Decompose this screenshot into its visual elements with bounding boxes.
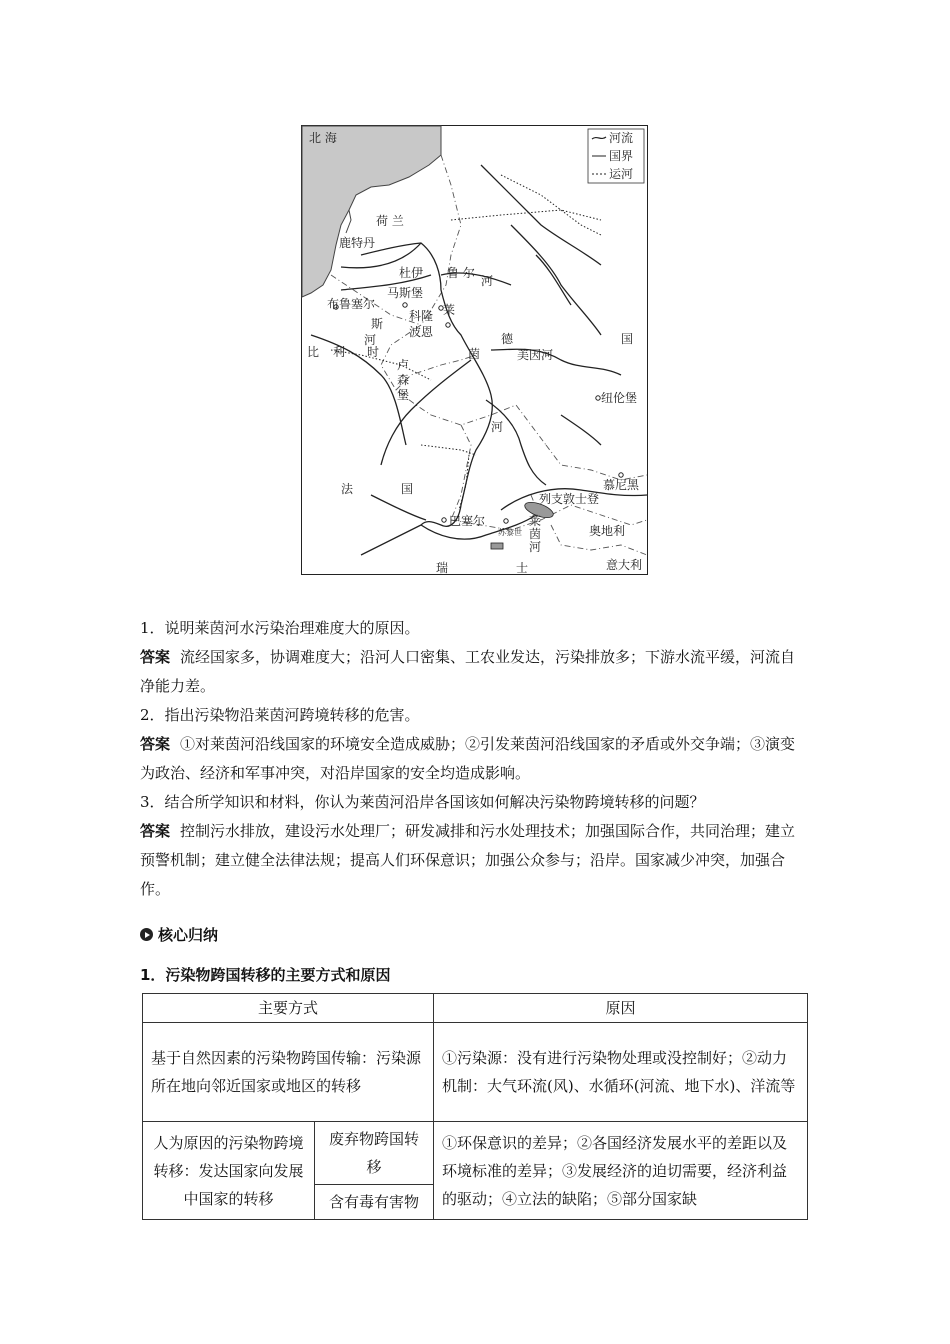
label-france-fa: 法 bbox=[341, 482, 354, 496]
header-method: 主要方式 bbox=[143, 994, 434, 1023]
label-duisburg-a: 杜伊 bbox=[399, 266, 424, 280]
label-france-guo: 国 bbox=[401, 482, 414, 496]
answer-text: ①对莱茵河沿线国家的环境安全造成威胁；②引发莱茵河沿线国家的矛盾或外交争端；③演变为政治、经济和军事冲突，对沿岸国家的安全均造成影响。 bbox=[140, 735, 796, 782]
row2-method: 人为原因的污染物跨境转移：发达国家向发展中国家的转移 bbox=[143, 1122, 315, 1220]
row1-reason: ①污染源：没有进行污染物处理或没控制好；②动力机制：大气环流(风)、水循环(河流、地下水)、洋流等 bbox=[434, 1023, 808, 1122]
row1-method: 基于自然因素的污染物跨国传输：污染源所在地向邻近国家或地区的转移 bbox=[143, 1023, 434, 1122]
label-cologne: 科隆 bbox=[409, 309, 434, 323]
table-header-row bbox=[143, 994, 808, 1023]
answer-label: 答案 bbox=[140, 822, 171, 840]
label-lai: 莱 bbox=[443, 303, 456, 317]
label-basel: 巴塞尔 bbox=[449, 514, 486, 528]
label-he1: 河 bbox=[364, 333, 377, 347]
row2-sub2: 含有毒有害物 bbox=[315, 1185, 434, 1220]
label-rui: 瑞 bbox=[436, 561, 449, 575]
label-he2: 河 bbox=[491, 420, 504, 434]
lake-zurich bbox=[491, 543, 503, 549]
answer-label: 答案 bbox=[140, 735, 171, 753]
play-circle-icon bbox=[140, 928, 153, 941]
answer-3 bbox=[140, 817, 810, 904]
label-main-river: 美因河 bbox=[517, 348, 554, 362]
label-shi2: 士 bbox=[516, 561, 529, 575]
legend-canal-label: 运河 bbox=[609, 167, 634, 181]
label-bonn: 波恩 bbox=[409, 325, 434, 339]
legend-river-label: 河流 bbox=[609, 131, 634, 145]
table-row bbox=[143, 1023, 808, 1122]
section-heading bbox=[140, 924, 218, 945]
label-de: 德 bbox=[501, 332, 514, 346]
row2-reason: ①环保意识的差异；②各国经济发展水平的差距以及环境标准的差异；③发展经济的迫切需要，经济利益的驱动；④立法的缺陷；⑤部分国家缺 bbox=[434, 1122, 808, 1220]
label-munich: 慕尼黑 bbox=[603, 478, 640, 492]
label-si: 斯 bbox=[371, 317, 384, 331]
label-netherlands: 荷 兰 bbox=[376, 214, 404, 228]
table-row bbox=[143, 1122, 808, 1185]
label-rotterdam: 鹿特丹 bbox=[339, 236, 376, 250]
row2-sub1: 废弃物跨国转移 bbox=[315, 1122, 434, 1185]
label-guo: 国 bbox=[621, 332, 634, 346]
answer-text: 控制污水排放，建设污水处理厂；研发减排和污水处理技术；加强国际合作，共同治理；建立预警机制；建立健全法律法规；提高人们环保意识；加强公众参与；沿岸。国家减少冲突，加强合作。 bbox=[140, 822, 796, 898]
question-1: 1．说明莱茵河水污染治理难度大的原因。 bbox=[140, 619, 420, 637]
label-italy: 意大利 bbox=[606, 558, 643, 572]
answer-2 bbox=[140, 730, 810, 788]
label-brussels: 布鲁塞尔 bbox=[327, 297, 376, 311]
label-nuremberg: 纽伦堡 bbox=[601, 391, 638, 405]
label-zurich: 苏黎世 bbox=[498, 528, 522, 537]
question-3: 3．结合所学知识和材料，你认为莱茵河沿岸各国该如何解决污染物跨境转移的问题？ bbox=[140, 793, 705, 811]
subheading: 1．污染物跨国转移的主要方式和原因 bbox=[140, 966, 391, 984]
legend-border-label: 国界 bbox=[609, 149, 634, 163]
label-luxembourg: 卢森堡 bbox=[397, 358, 410, 402]
label-yin: 茵 bbox=[468, 347, 481, 361]
label-austria: 奥地利 bbox=[589, 524, 626, 538]
answer-1 bbox=[140, 643, 810, 701]
question-2: 2．指出污染物沿莱茵河跨境转移的危害。 bbox=[140, 706, 420, 724]
label-north-sea: 北 海 bbox=[309, 131, 337, 145]
label-belgium-bi: 比 bbox=[307, 345, 320, 359]
label-shi: 时 bbox=[367, 345, 380, 359]
summary-table bbox=[142, 993, 808, 1220]
qa-block bbox=[140, 614, 810, 904]
rhine-map bbox=[301, 125, 648, 575]
label-rhine-vertical: 莱茵河 bbox=[529, 514, 542, 554]
answer-label: 答案 bbox=[140, 648, 171, 666]
label-liechtenstein: 列支敦士登 bbox=[539, 492, 600, 506]
label-ruhr: 鲁 尔 bbox=[447, 266, 475, 280]
label-ruhr-river: 河 bbox=[481, 274, 494, 288]
section-title: 核心归纳 bbox=[158, 926, 219, 944]
label-belgium-li: 利 bbox=[333, 345, 346, 359]
header-reason: 原因 bbox=[434, 994, 808, 1023]
label-duisburg-b: 马斯堡 bbox=[387, 286, 424, 300]
answer-text: 流经国家多，协调难度大；沿河人口密集、工农业发达，污染排放多；下游水流平缓，河流自净能力差。 bbox=[140, 648, 796, 695]
